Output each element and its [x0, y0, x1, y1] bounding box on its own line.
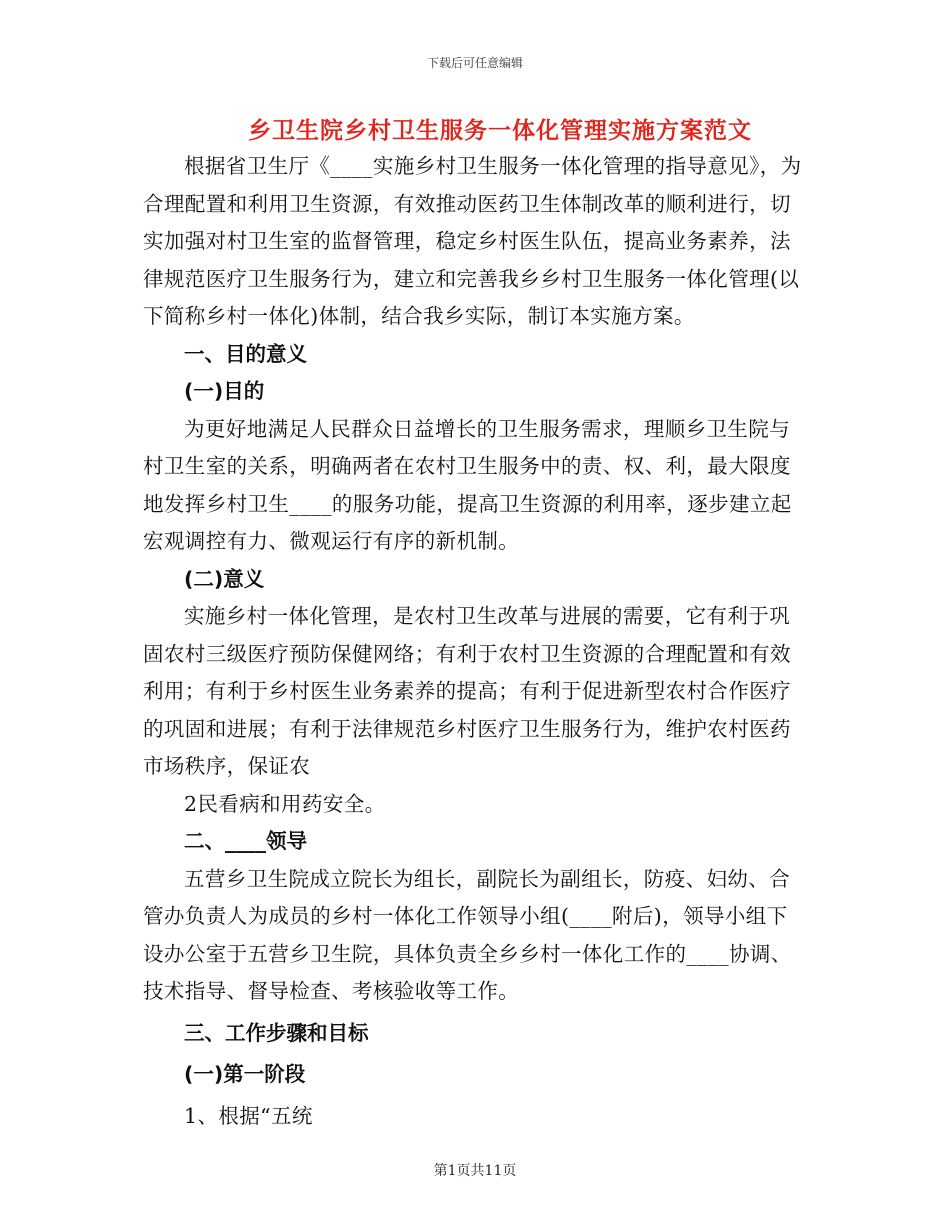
section-1-2-paragraph: 实施乡村一体化管理，是农村卫生改革与进展的需要，它有利于巩固农村三级医疗预防保健网络；有利于农村卫生资源的合理配置和有效利用；有利于乡村医生业务素养的提高；有利于促进新型农村合作医疗的巩固和进展；有利于法律规范乡村医疗卫生服务行为，维护农村医药市场秩序，保证农	[143, 604, 791, 778]
document-title: 乡卫生院乡村卫生服务一体化管理实施方案范文	[248, 117, 752, 144]
section-2-heading: 二、____领导	[184, 829, 307, 853]
section-3-heading: 三、工作步骤和目标	[184, 1020, 369, 1045]
document-body	[143, 148, 803, 1135]
section-1-1-paragraph: 为更好地满足人民群众日益增长的卫生服务需求，理顺乡卫生院与村卫生室的关系，明确两者在农村卫生服务中的责、权、利，最大限度地发挥乡村卫生____的服务功能，提高卫生资源的利用率，逐步建立起宏观调控有力、微观运行有序的新机制。	[143, 416, 792, 553]
page-footer-page-number: 第1页共11页	[433, 1163, 517, 1179]
page-header-note: 下载后可任意编辑	[426, 56, 523, 70]
intro-paragraph: 根据省卫生厅《____实施乡村卫生服务一体化管理的指导意见》，为合理配置和利用卫生资源，有效推动医药卫生体制改革的顺利进行，切实加强对村卫生室的监督管理，稳定乡村医生队伍，提高业务素养，法律规范医疗卫生服务行为，建立和完善我乡乡村卫生服务一体化管理(以下简称乡村一体化)体制，结合我乡实际，制订本实施方案。	[143, 154, 802, 328]
section-1-2-heading: (二)意义	[184, 566, 265, 591]
section-2-paragraph: 五营乡卫生院成立院长为组长，副院长为副组长，防疫、妇幼、合管办负责人为成员的乡村一体化工作领导小组(____附后)，领导小组下设办公室于五营乡卫生院，具体负责全乡乡村一体化工作的____协调、技术指导、督导检查、考核验收等工作。	[143, 866, 792, 1003]
section-1-1-heading: (一)目的	[184, 379, 265, 403]
section-1-2-continuation: 2民看病和用药安全。	[184, 791, 386, 816]
section-1-heading: 一、目的意义	[184, 341, 307, 366]
section-3-1-heading: (一)第一阶段	[184, 1062, 306, 1086]
section-3-1-item-1: 1、根据“五统	[184, 1103, 313, 1128]
